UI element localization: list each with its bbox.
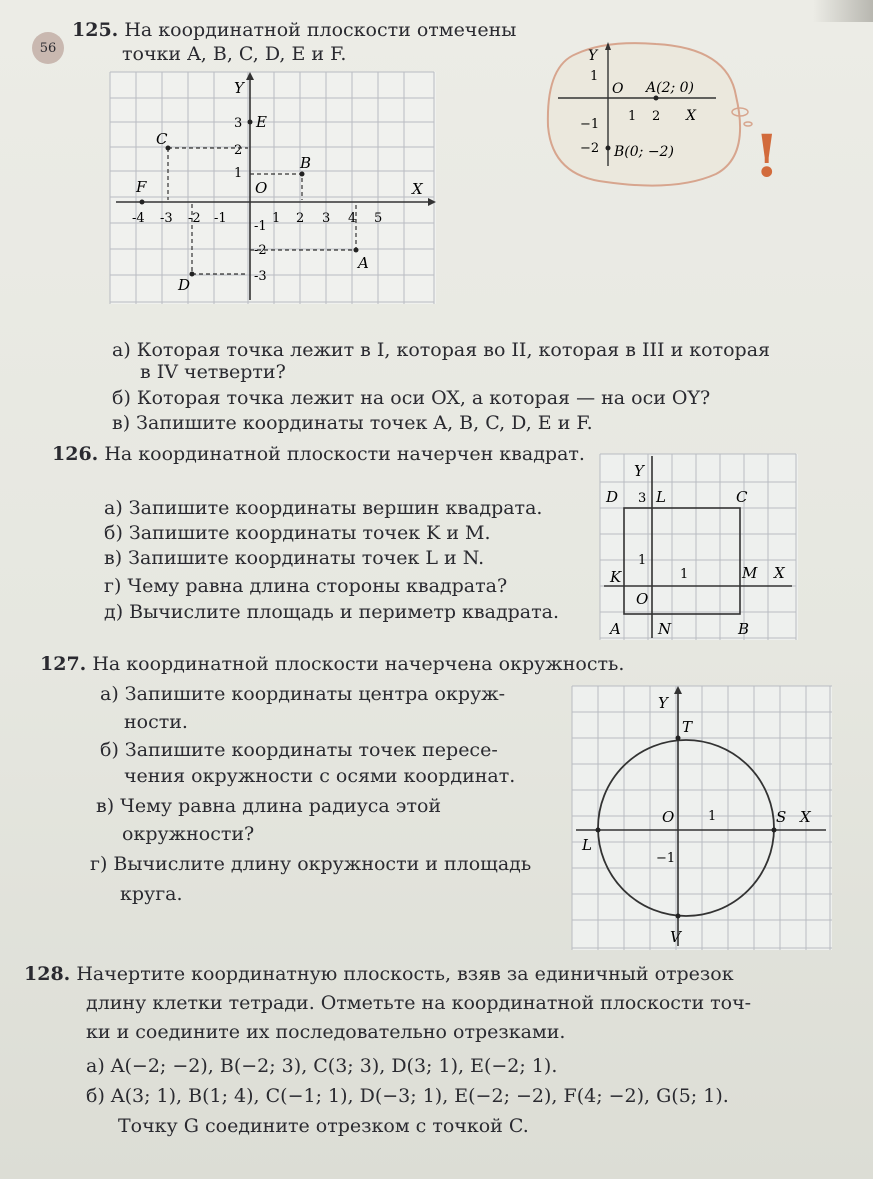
graph-125-xtick: 1 [272,211,281,226]
hint-exclamation-icon: ! [754,122,780,190]
graph-126-label-a: A [610,620,621,638]
problem-127-question-v-line2: окружности? [122,823,255,845]
hint-label-b: B(0; −2) [614,144,674,160]
point-e [248,120,253,125]
problem-128-number: 128. [24,963,71,985]
graph-126-label-d: D [606,488,619,506]
graph-126-label-c: C [736,488,748,506]
problem-125-question-b: б) Которая точка лежит на оси OX, а которая — на оси OY? [112,387,711,409]
graph-125-xtick: -2 [188,211,201,226]
graph-127-label-t: T [682,718,693,736]
hint-bubble-outline [548,43,740,185]
problem-126-title: На координатной плоскости начерчен квадрат. [104,443,585,465]
point-f [140,200,145,205]
problem-128-line2: длину клетки тетради. Отметьте на координатной плоскости точ- [86,992,752,1014]
graph-126-label-k: K [610,568,622,586]
graph-127-y-label: Y [658,694,668,712]
hint-xtick-1: 1 [628,109,637,124]
graph-126-ytick-1: 1 [638,553,647,568]
problem-125-line1: На координатной плоскости отмечены [124,19,517,41]
graph-125-xtick: -4 [132,211,145,226]
graph-125-xtick: -1 [214,211,227,226]
graph-126-xtick-1: 1 [680,567,689,582]
graph-127-label-v: V [670,928,681,946]
graph-126 [598,452,800,642]
problem-125-question-v: в) Запишите координаты точек A, B, C, D, E и F. [112,412,593,434]
graph-127-label-s: S [776,808,787,826]
graph-126-ytick-3: 3 [638,491,647,506]
page-edge-shadow [813,0,873,22]
graph-125 [108,70,438,308]
graph-127-label-l: L [582,836,592,854]
graph-125-origin: O [255,179,268,197]
graph-125-xtick: -3 [160,211,173,226]
problem-128-item-b-line2: Точку G соедините отрезком с точкой C. [118,1115,529,1137]
problem-127-number: 127. [40,653,87,675]
hint-y-label: Y [588,48,598,64]
problem-127-question-g-line1: г) Вычислите длину окружности и площадь [90,853,532,875]
problem-126-number: 126. [52,443,99,465]
problem-128-line3: ки и соедините их последовательно отрезками. [86,1021,566,1043]
problem-125-number: 125. [72,19,119,41]
point-d [190,272,195,277]
problem-127-question-v-line1: в) Чему равна длина радиуса этой [96,795,442,817]
label-d: D [178,276,191,294]
hint-origin: O [612,81,624,97]
problem-126-question-d: д) Вычислите площадь и периметр квадрата. [104,601,560,623]
graph-125-ytick: -3 [254,269,267,284]
problem-127-question-b-line2: чения окружности с осями координат. [124,765,516,787]
point-a [354,248,359,253]
graph-125-ytick: 1 [234,166,243,181]
graph-125-ytick: 2 [234,143,243,158]
label-b: B [300,154,312,172]
graph-126-y-label: Y [634,462,644,480]
hint-bubble-dot-2 [744,122,752,126]
graph-126-label-m: M [742,564,758,582]
hint-xtick-2: 2 [652,109,661,124]
problem-126-question-a: а) Запишите координаты вершин квадрата. [104,497,543,519]
graph-127-xtick-1: 1 [708,809,717,824]
label-e: E [256,113,267,131]
hint-ytick-m2: −2 [580,141,600,156]
hint-bubble [536,36,780,196]
graph-126-label-l: L [656,488,666,506]
problem-127-question-g-line2: круга. [120,883,183,905]
point-b [300,172,305,177]
graph-125-xtick: 3 [322,211,331,226]
graph-125-ytick: -2 [254,243,267,258]
graph-125-xtick: 4 [348,211,357,226]
problem-128-item-a: а) A(−2; −2), B(−2; 3), C(3; 3), D(3; 1), E(−2; 1). [86,1055,558,1077]
problem-125-question-a-line1: а) Которая точка лежит в I, которая во II, которая в III и которая [112,339,771,361]
graph-126-x-label: X [774,564,785,582]
graph-126-label-b: B [738,620,750,638]
label-c: C [156,130,168,148]
graph-125-background [110,72,436,304]
label-a: A [358,254,369,272]
graph-127-origin: O [662,808,675,826]
graph-127 [570,684,834,952]
problem-128-line1: Начертите координатную плоскость, взяв за единичный отрезок [76,963,734,985]
graph-125-xtick: 5 [374,211,383,226]
graph-126-label-n: N [658,620,672,638]
graph-125-xtick: 2 [296,211,305,226]
problem-126-question-b: б) Запишите координаты точек K и M. [104,522,491,544]
hint-x-label: X [686,108,696,124]
label-f: F [136,178,147,196]
hint-label-a: A(2; 0) [646,80,695,96]
graph-125-ytick: 3 [234,116,243,131]
problem-127-question-a-line1: а) Запишите координаты центра окруж- [100,683,506,705]
graph-125-ytick: -1 [254,219,267,234]
hint-point-b [606,146,611,151]
hint-ytick-1: 1 [590,69,599,84]
problem-127-heading [40,652,624,676]
problem-125-heading [72,18,516,42]
problem-127-title: На координатной плоскости начерчена окружность. [92,653,625,675]
point-l [596,828,601,833]
graph-125-x-label: X [412,180,423,198]
hint-point-a [654,96,659,101]
problem-127-question-b-line1: б) Запишите координаты точек пересе- [100,739,498,761]
hint-ytick-m1: −1 [580,117,600,132]
problem-125-question-a-line2: в IV четверти? [140,361,286,383]
graph-127-x-label: X [800,808,811,826]
problem-128-item-b: б) A(3; 1), B(1; 4), C(−1; 1), D(−3; 1), E(−2; −2), F(4; −2), G(5; 1). [86,1085,729,1107]
problem-127-question-a-line2: ности. [124,711,188,733]
problem-128-heading [24,962,734,986]
problem-126-heading [52,442,585,466]
problem-126-question-v: в) Запишите координаты точек L и N. [104,547,485,569]
graph-125-y-label: Y [234,79,244,97]
point-s [772,828,777,833]
point-v [676,914,681,919]
problem-125-line2: точки A, B, C, D, E и F. [122,43,347,65]
problem-126-question-g: г) Чему равна длина стороны квадрата? [104,575,508,597]
page-number: 56 [32,32,64,64]
graph-126-origin: O [636,590,649,608]
point-t [676,736,681,741]
graph-127-ytick-m1: −1 [656,851,676,866]
